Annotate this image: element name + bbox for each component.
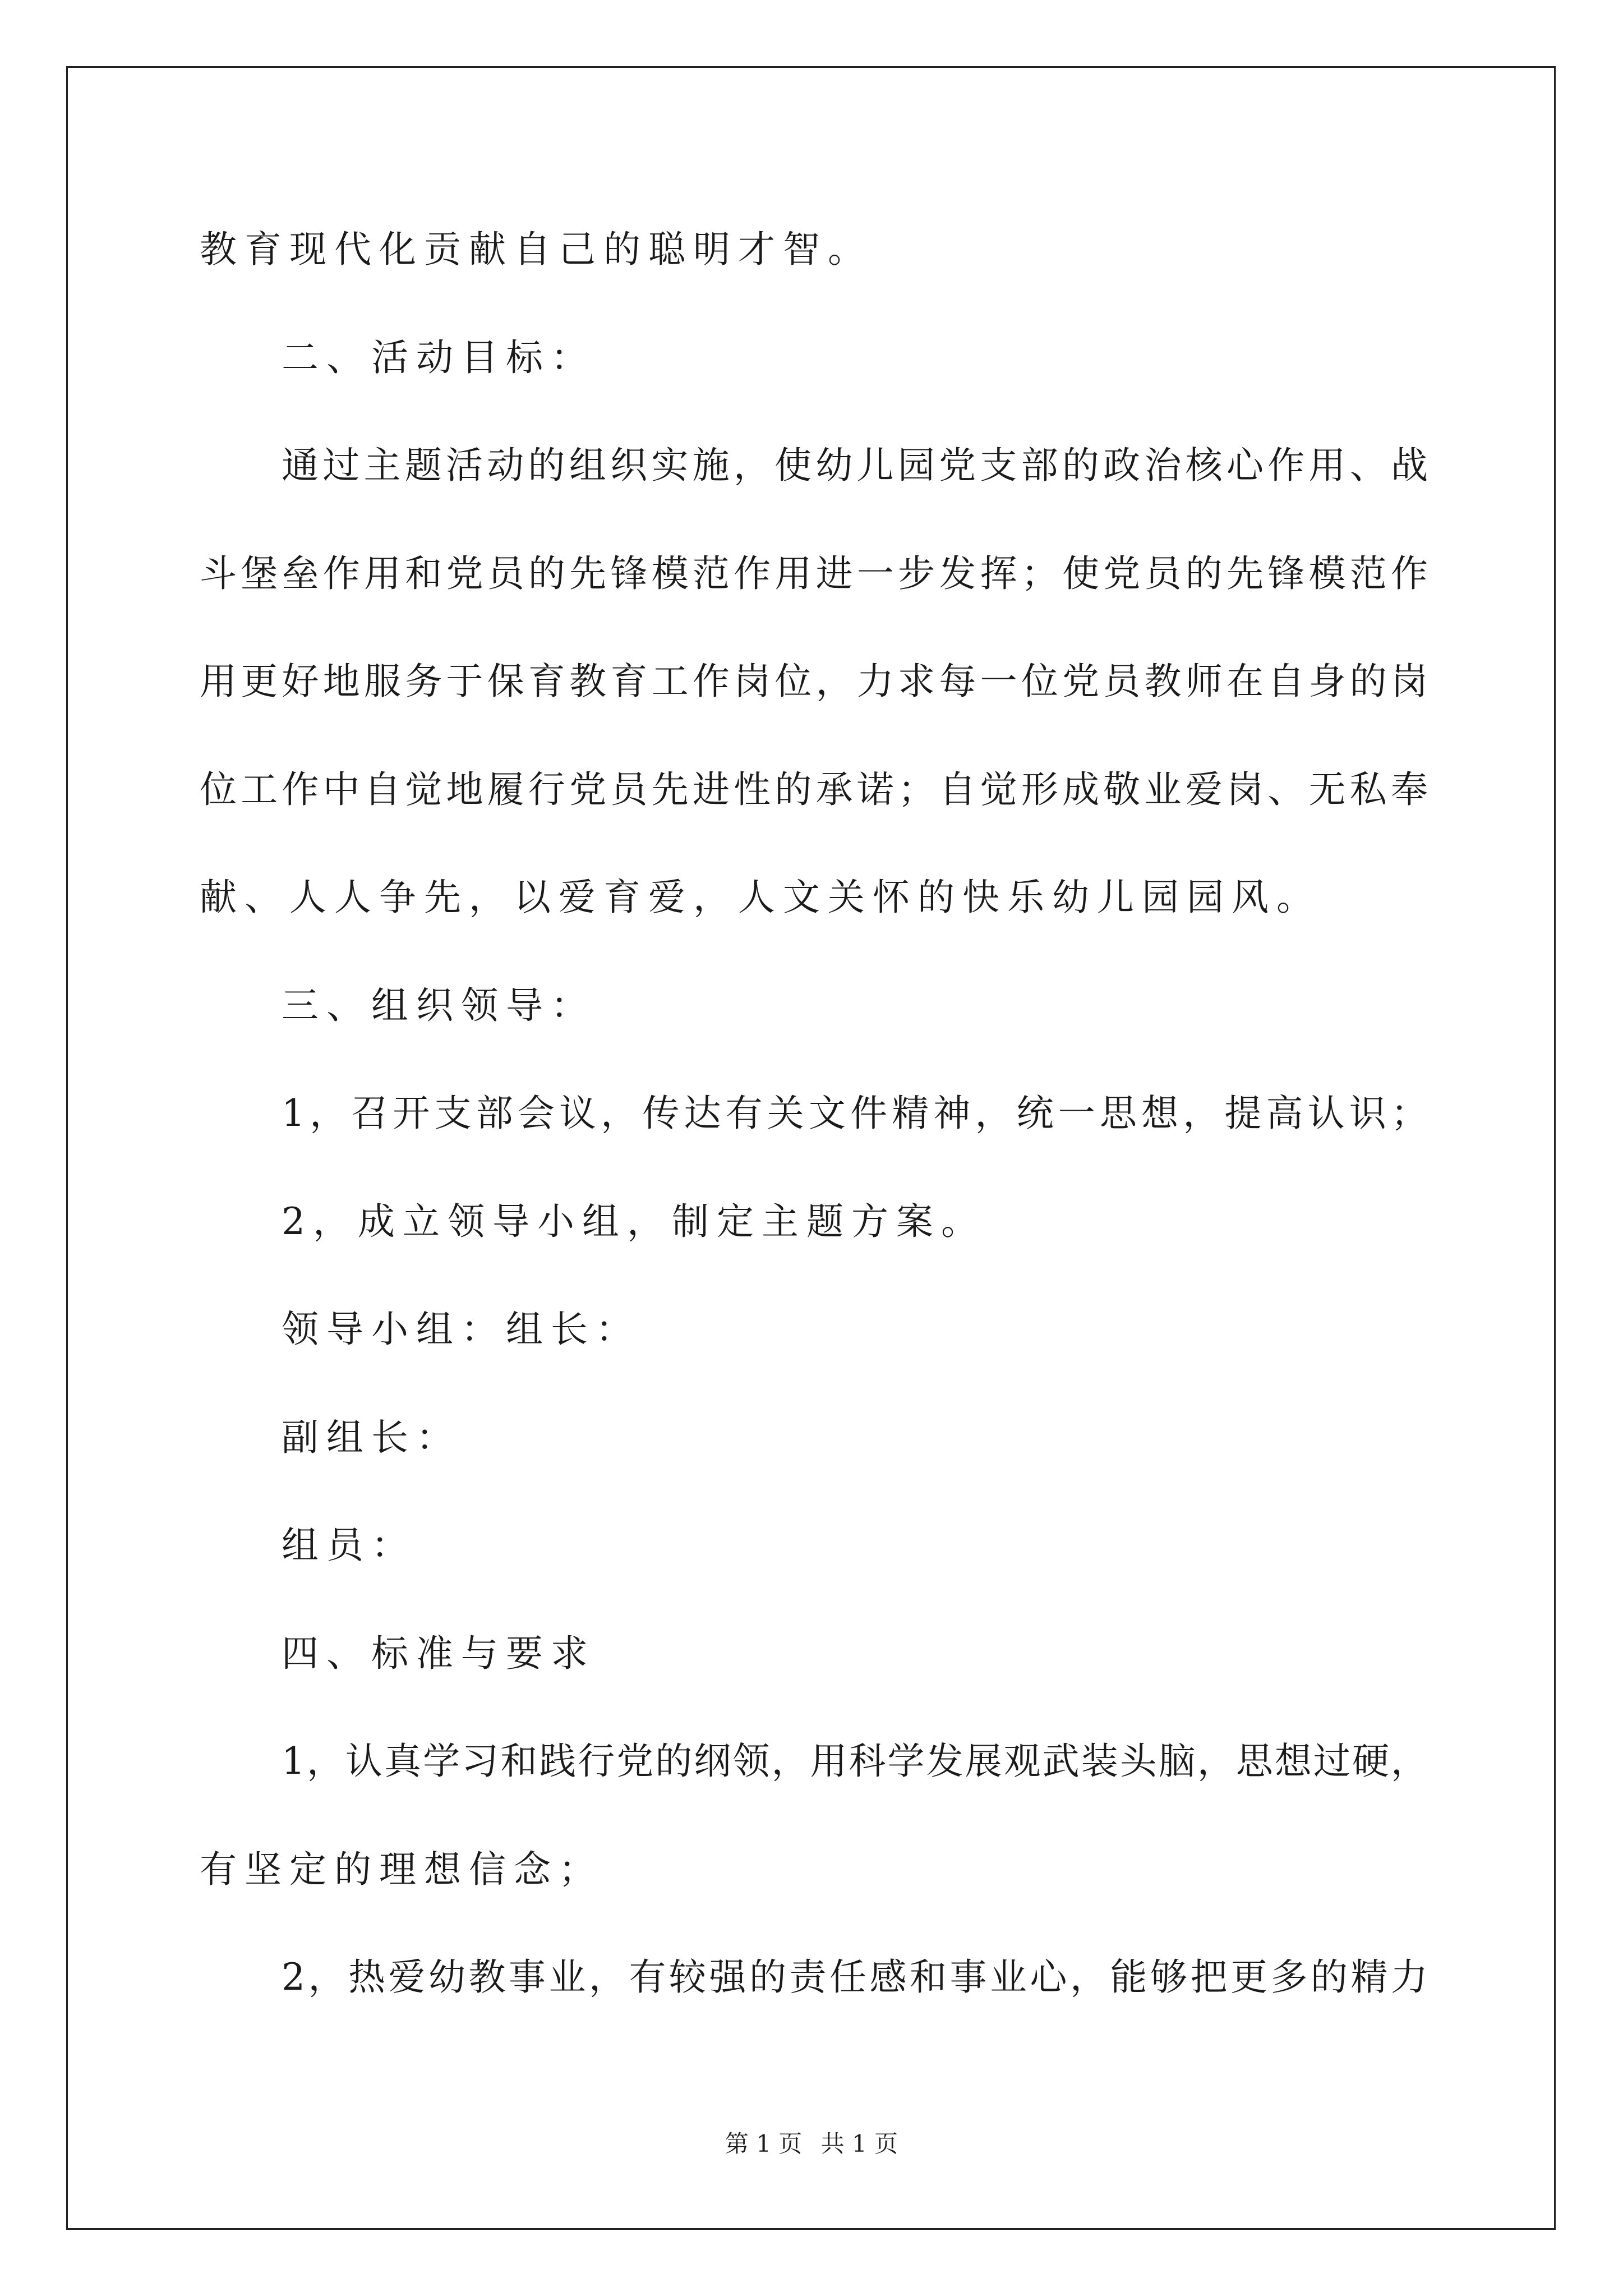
text-line: 副组长：	[282, 1416, 461, 1459]
text-line: 位工作中自觉地履行党员先进性的承诺；自觉形成敬业爱岗、无私奉	[200, 768, 1428, 811]
text-line: 斗堡垒作用和党员的先锋模范作用进一步发挥；使党员的先锋模范作	[200, 552, 1428, 595]
text-line: 用更好地服务于保育教育工作岗位，力求每一位党员教师在自身的岗	[200, 660, 1428, 703]
page-number: 第 1 页	[725, 2130, 803, 2157]
section-heading: 四、标准与要求	[282, 1632, 596, 1675]
text-line: 组员：	[282, 1524, 416, 1567]
section-heading: 三、组织领导：	[282, 984, 596, 1027]
list-item: 1，召开支部会议，传达有关文件精神，统一思想，提高认识；	[282, 1092, 1428, 1135]
page-total: 共 1 页	[820, 2130, 898, 2157]
list-item: 2，热爱幼教事业，有较强的责任感和事业心，能够把更多的精力	[282, 1955, 1428, 1999]
text-line: 教育现代化贡献自己的聪明才智。	[200, 228, 873, 271]
list-item: 2，成立领导小组，制定主题方案。	[282, 1200, 986, 1243]
text-line: 领导小组：组长：	[282, 1308, 640, 1351]
page-footer	[0, 2127, 1623, 2161]
list-item: 1，认真学习和践行党的纲领，用科学发展观武装头脑，思想过硬，	[282, 1740, 1428, 1783]
text-line: 通过主题活动的组织实施，使幼儿园党支部的政治核心作用、战	[282, 444, 1428, 487]
section-heading: 二、活动目标：	[282, 336, 596, 379]
page-border	[66, 66, 1556, 2230]
text-line: 有坚定的理想信念；	[200, 1848, 603, 1891]
text-line: 献、人人争先，以爱育爱，人文关怀的快乐幼儿园园风。	[200, 876, 1321, 919]
